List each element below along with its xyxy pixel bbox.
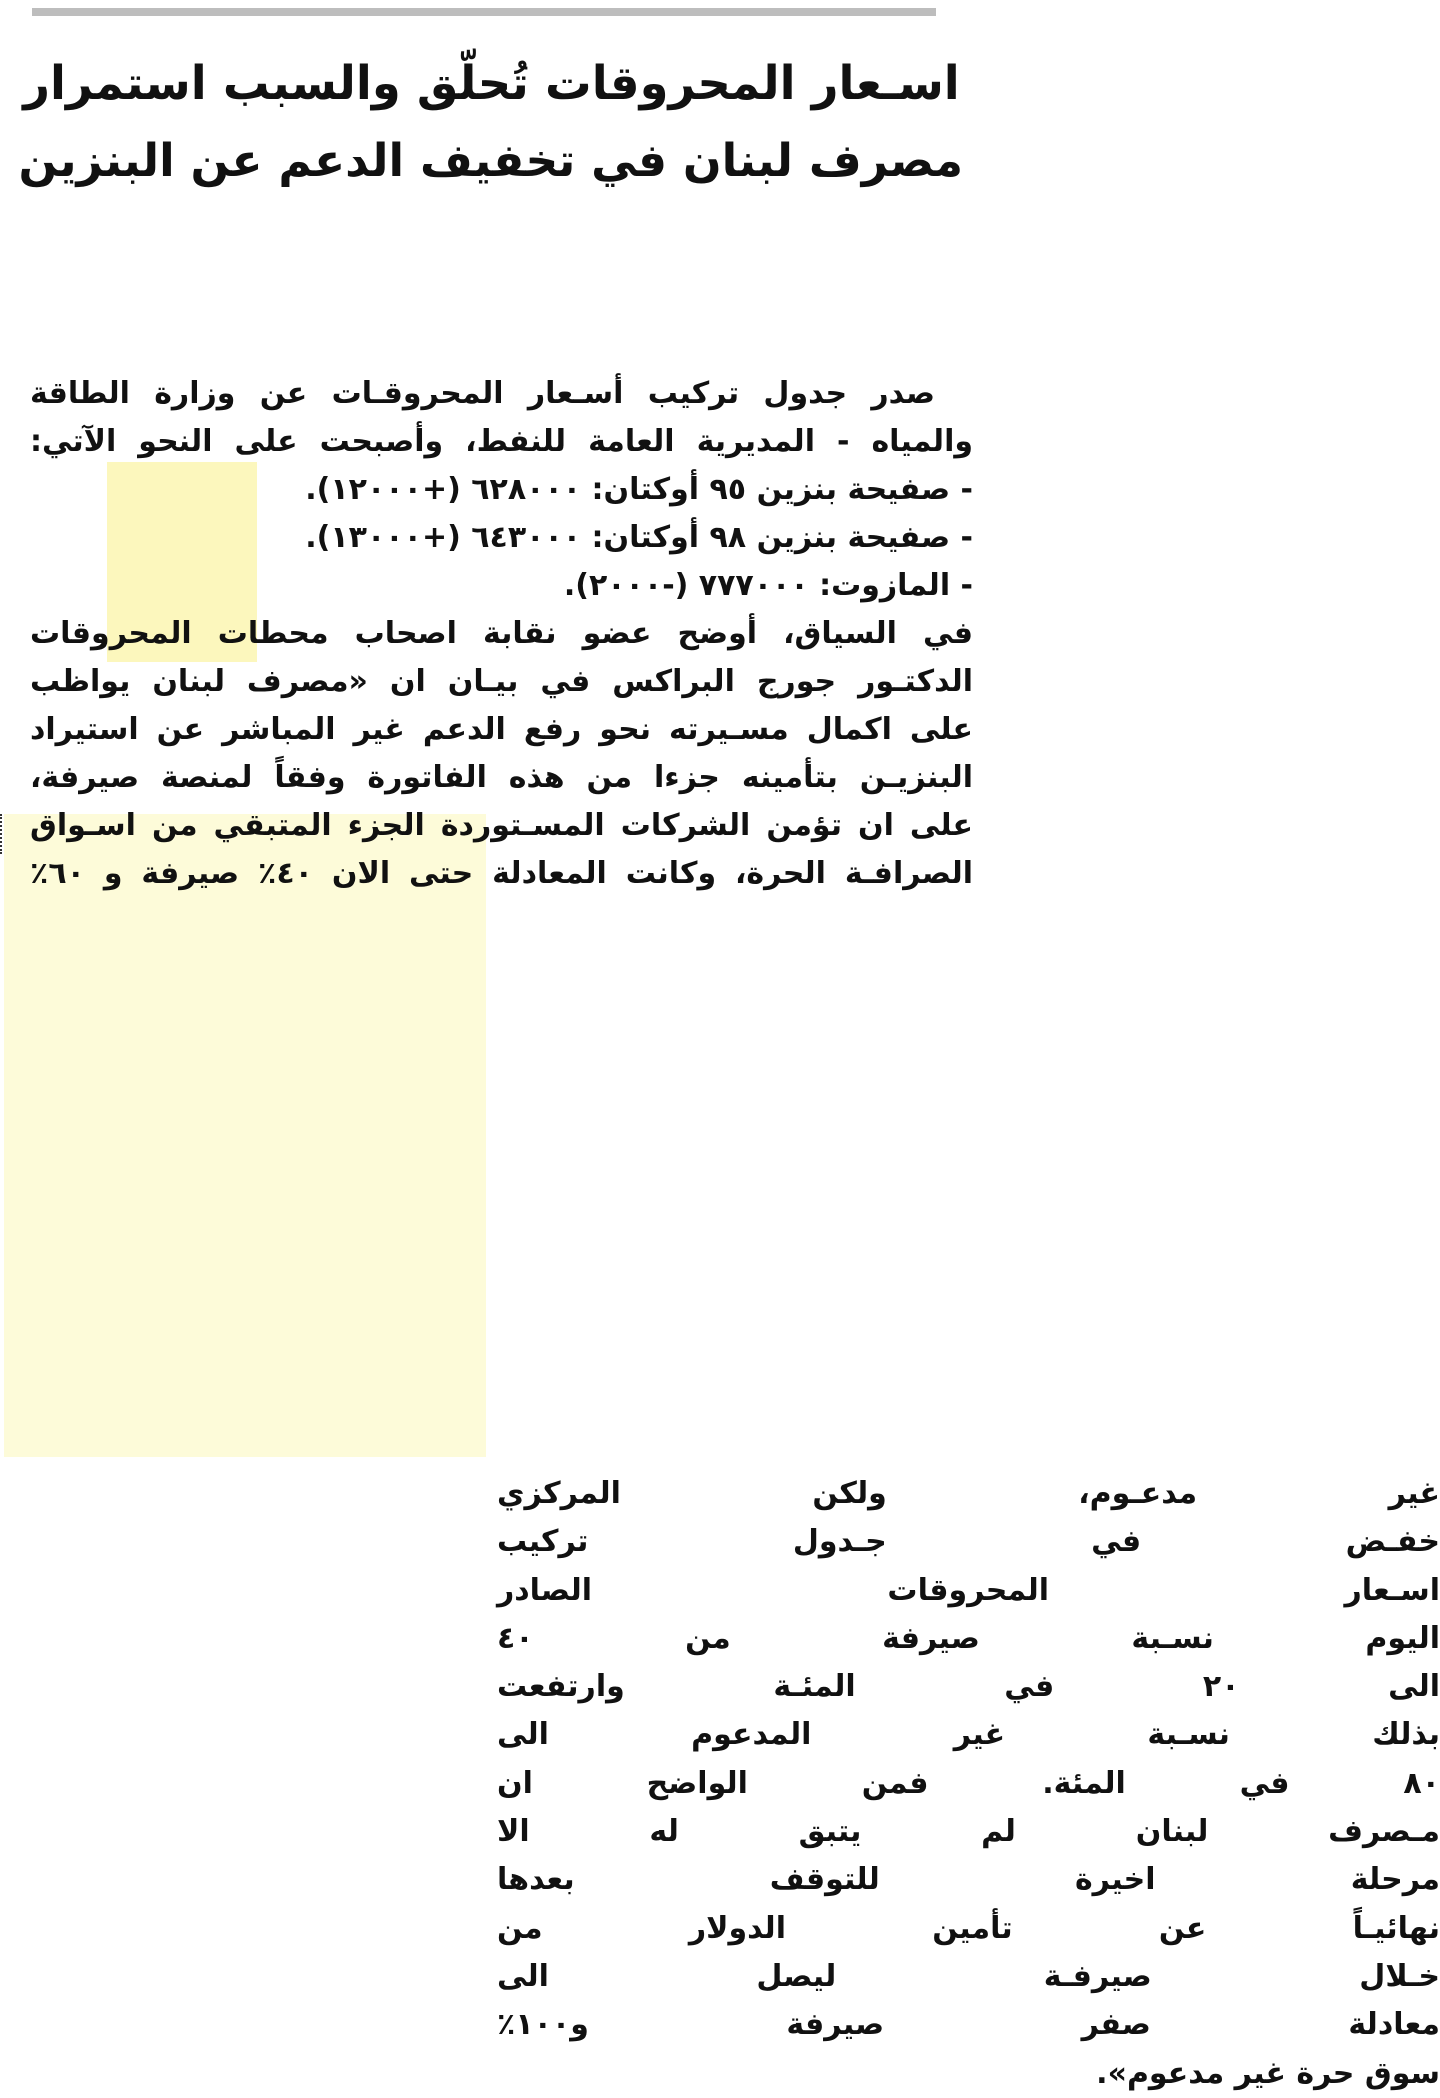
article-line: نهائيـاً عن تأمين الدولار من [497,1910,1440,1946]
article-line: خـلال صيرفـة ليصل الى [497,1958,1440,1994]
article-line: - المازوت: ٧٧٧٠٠٠ (-٢٠٠٠). [563,568,973,603]
article-line: الصرافـة الحرة، وكانت المعادلة حتى الان ٤٠٪ صيرفة و ٦٠٪ [30,856,973,891]
article-body-full-width [30,370,973,898]
article-line: - صفيحة بنزين ٩٨ أوكتان: ٦٤٣٠٠٠ (+١٣٠٠٠). [305,520,973,555]
article-line: خفـض في جـدول تركيب [497,1524,1440,1560]
article-line: الدكتـور جورج البراكس في بيـان ان «مصرف لبنان يواظب [30,664,973,699]
article-line: في السياق، أوضح عضو نقابة اصحاب محطات المحروقات [30,616,973,651]
article-line: الى ٢٠ في المئـة وارتفعت [497,1669,1440,1705]
article-line: غير مدعـوم، ولكن المركزي [497,1476,1440,1511]
article-line: صدر جدول تركيب أسـعار المحروقـات عن وزارة الطاقة [30,376,935,411]
article-line: بذلك نسـبة غير المدعوم الى [497,1717,1440,1753]
article-line: اليوم نسـبة صيرفة من ٤٠ [497,1620,1440,1656]
top-rule [32,8,936,16]
headline-line-2: مصرف لبنان في تخفيف الدعم عن البنزين [18,134,963,187]
article-line: مـصرف لبنان لم يتبق له الا [497,1814,1440,1850]
article-line: والمياه - المديرية العامة للنفط، وأصبحت على النحو الآتي: [30,424,973,459]
headline [20,44,963,200]
highlight-box [4,814,486,1457]
margin-marks [0,814,8,854]
article-line: اسـعار المحروقات الصادر [497,1572,1440,1608]
article-line: معادلة صفر صيرفة و١٠٠٪ [497,2007,1440,2043]
article-line: البنزيـن بتأمينه جزءا من هذه الفاتورة وفقاً لمنصة صيرفة، [30,760,973,795]
article-line: سوق حرة غير مدعوم». [1096,2055,1440,2091]
article-line: على ان تؤمن الشركات المسـتوردة الجزء المتبقي من اسـواق [30,808,973,843]
article-line: - صفيحة بنزين ٩٥ أوكتان: ٦٢٨٠٠٠ (+١٢٠٠٠). [305,472,973,507]
article-body-column [497,1470,1440,2098]
article-line: مرحلة اخيرة للتوقف بعدها [497,1862,1440,1898]
headline-line-1: اسـعار المحروقات تُحلّق والسبب استمرار [23,56,960,110]
article-line: ٨٠ في المئة. فمن الواضح ان [497,1765,1440,1801]
article-line: على اكمال مسـيرته نحو رفع الدعم غير المباشر عن استيراد [30,712,973,747]
